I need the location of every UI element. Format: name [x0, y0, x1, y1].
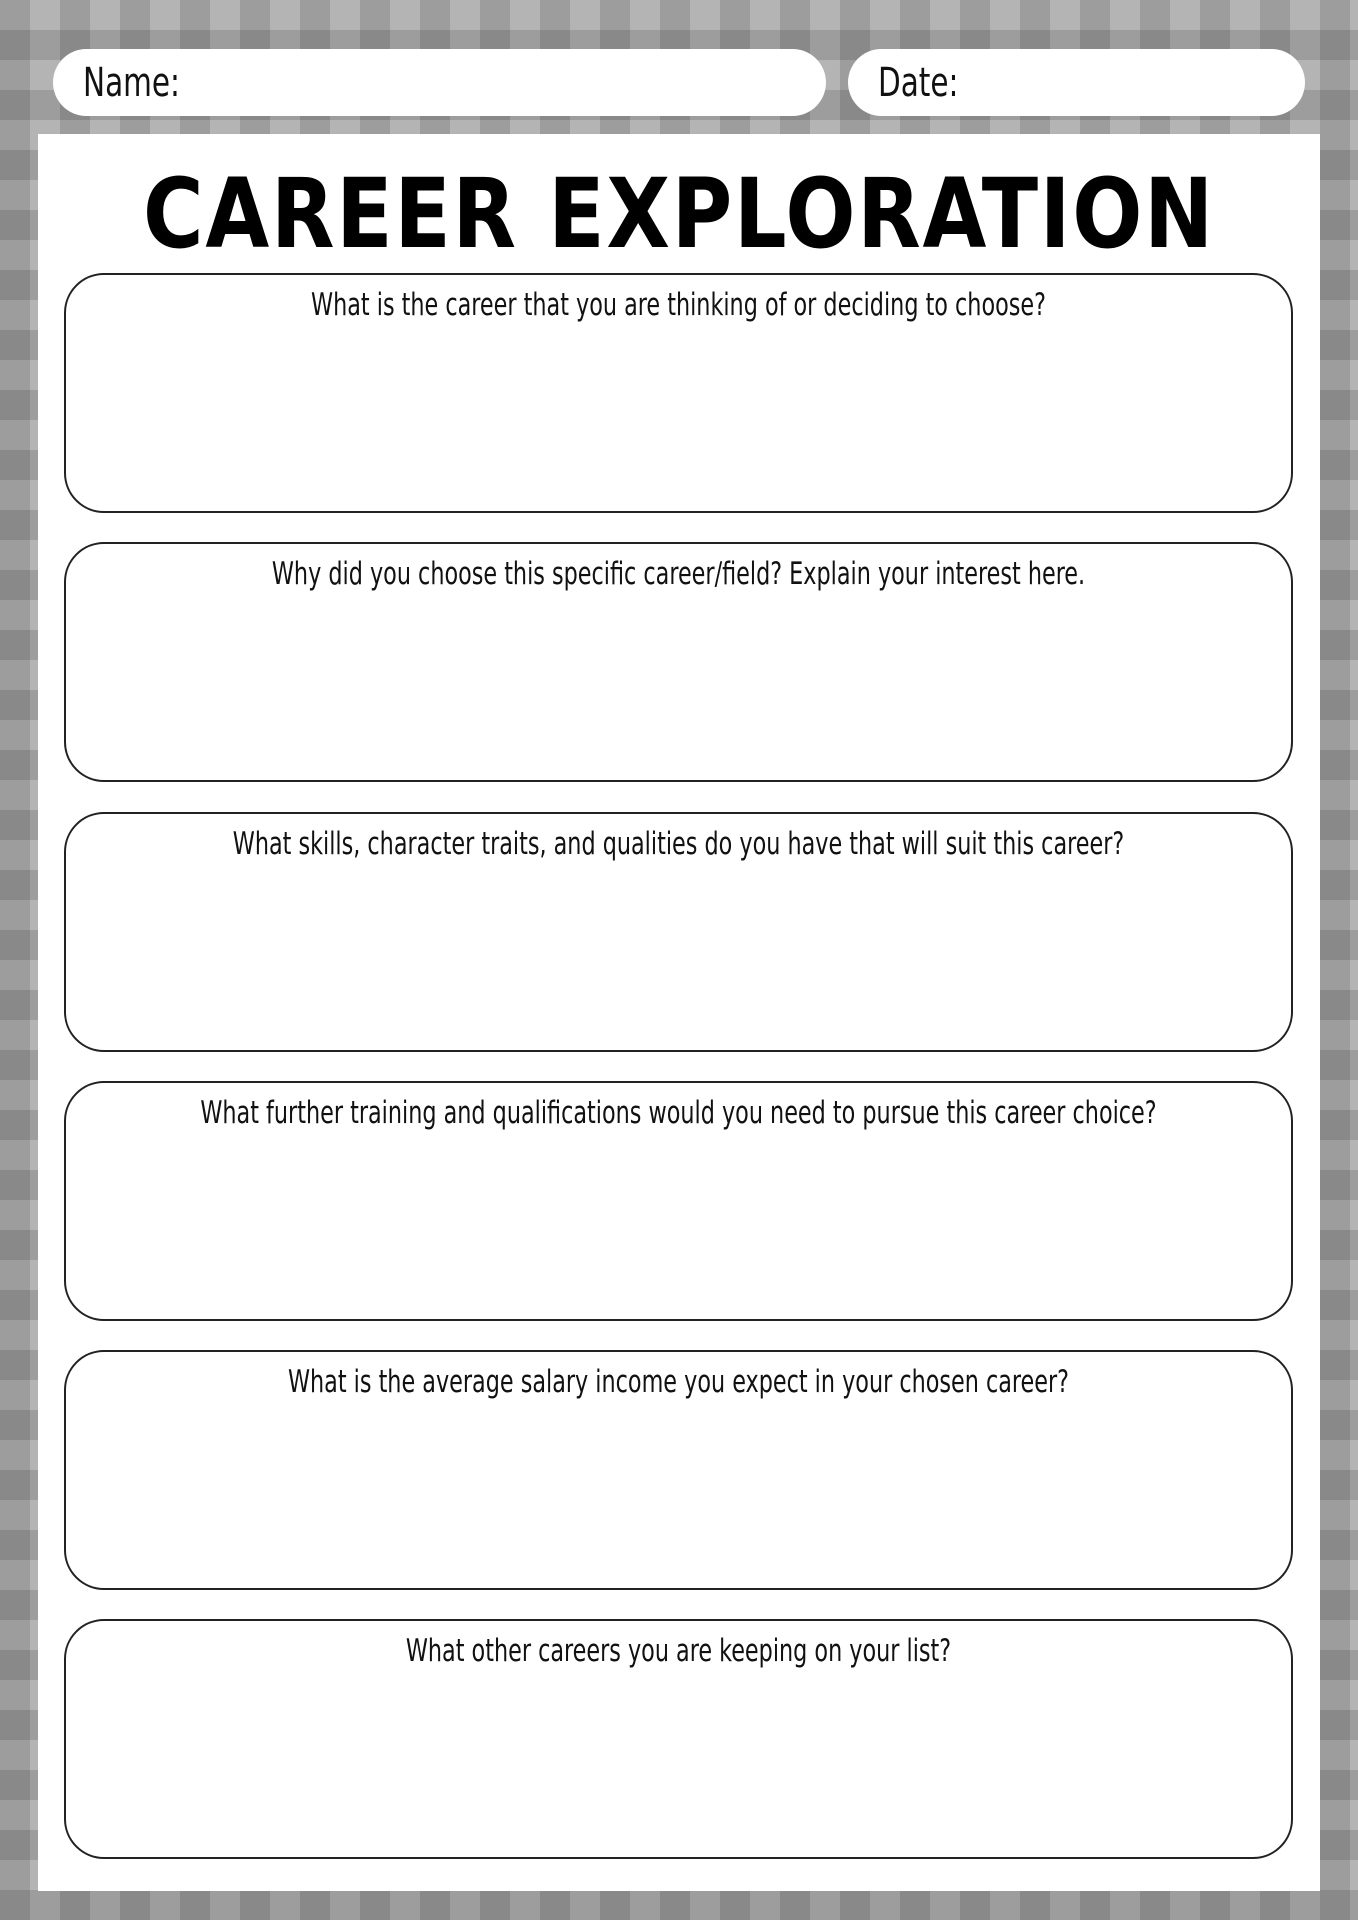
worksheet: [38, 134, 1320, 1891]
name-field[interactable]: [53, 49, 826, 116]
answer-box-career-reason[interactable]: [64, 542, 1293, 782]
answer-box-training[interactable]: [64, 1081, 1293, 1321]
worksheet-title: CAREER EXPLORATION: [143, 158, 1215, 270]
question-prompt: What further training and qualifications would you need to pursue this career choice?: [200, 1095, 1157, 1131]
name-label: Name:: [83, 59, 181, 106]
question-prompt: What skills, character traits, and qualities do you have that will suit this career?: [232, 826, 1125, 862]
question-prompt: Why did you choose this specific career/field? Explain your interest here.: [271, 556, 1086, 592]
answer-box-other-careers[interactable]: [64, 1619, 1293, 1859]
question-prompt: What is the average salary income you expect in your chosen career?: [287, 1364, 1070, 1400]
answer-box-career-choice[interactable]: [64, 273, 1293, 513]
answer-box-salary[interactable]: [64, 1350, 1293, 1590]
date-field[interactable]: [848, 49, 1305, 116]
question-prompt: What is the career that you are thinking of or deciding to choose?: [311, 287, 1046, 323]
question-prompt: What other careers you are keeping on your list?: [405, 1633, 952, 1669]
answer-box-skills[interactable]: [64, 812, 1293, 1052]
date-label: Date:: [878, 59, 959, 106]
